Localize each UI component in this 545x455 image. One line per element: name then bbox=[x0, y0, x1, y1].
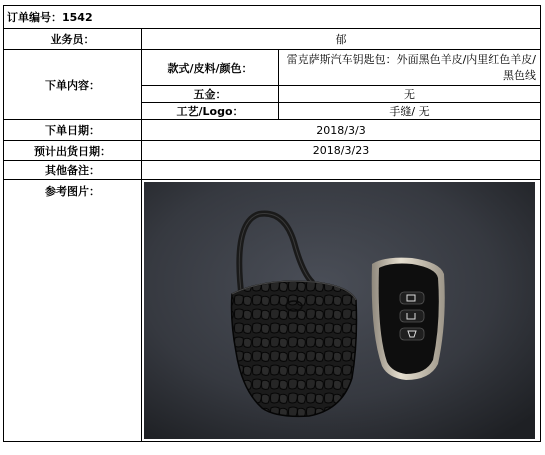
title-row bbox=[4, 6, 541, 29]
craft-label: 工艺/Logo： bbox=[142, 103, 279, 120]
order-number-title: 订单编号：1542 bbox=[4, 6, 541, 29]
salesperson-row bbox=[4, 29, 541, 50]
order-table bbox=[3, 5, 541, 442]
reference-photo-label: 参考图片： bbox=[4, 180, 142, 442]
smart-key-fob bbox=[372, 258, 445, 380]
lock-button-icon bbox=[400, 292, 424, 304]
reference-photo-cell bbox=[142, 180, 541, 442]
order-date-row bbox=[4, 120, 541, 141]
style-value: 雷克萨斯汽车钥匙包：外面黑色羊皮/内里红色羊皮/黑色线 bbox=[279, 50, 541, 86]
salesperson-value: 郁 bbox=[142, 29, 541, 50]
notes-label: 其他备注： bbox=[4, 161, 142, 180]
ship-date-row bbox=[4, 141, 541, 161]
craft-value: 手缝/ 无 bbox=[279, 103, 541, 120]
unlock-button-icon bbox=[400, 310, 424, 322]
notes-row bbox=[4, 161, 541, 180]
salesperson-label: 业务员： bbox=[4, 29, 142, 50]
reference-photo bbox=[144, 182, 535, 439]
photo-row bbox=[4, 180, 541, 442]
style-label: 款式/皮料/颜色： bbox=[142, 50, 279, 86]
ship-date-label: 预计出货日期： bbox=[4, 141, 142, 161]
style-row bbox=[4, 50, 541, 86]
hardware-label: 五金： bbox=[142, 86, 279, 103]
trunk-button-icon bbox=[400, 328, 424, 340]
ship-date-value: 2018/3/23 bbox=[142, 141, 541, 161]
notes-value bbox=[142, 161, 541, 180]
order-date-label: 下单日期： bbox=[4, 120, 142, 141]
order-content-label: 下单内容： bbox=[4, 50, 142, 120]
hardware-value: 无 bbox=[279, 86, 541, 103]
order-date-value: 2018/3/3 bbox=[142, 120, 541, 141]
